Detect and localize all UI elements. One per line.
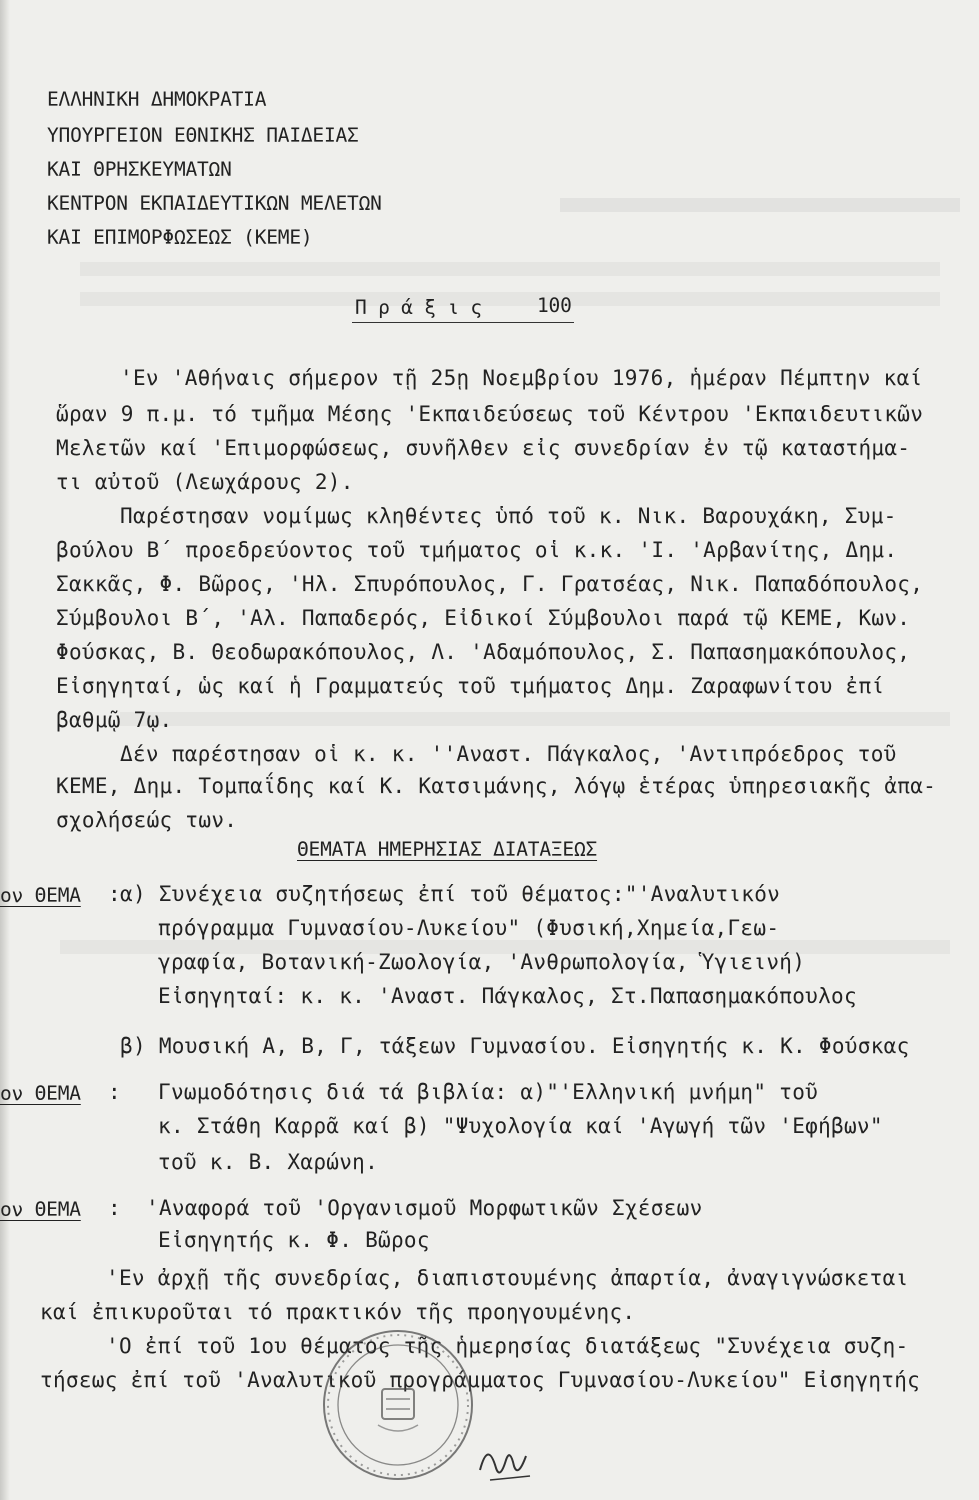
topic-1-line: γραφία, Βοτανική-Ζωολογία, 'Ανθρωπολογία, Ὑγιεινή): [158, 950, 806, 974]
handwritten-signature: [470, 1430, 550, 1490]
paragraph-line: σχολήσεώς των.: [56, 808, 238, 832]
paragraph-line: Δέν παρέστησαν οἱ κ. κ. ''Αναστ. Πάγκαλος, 'Αντιπρόεδρος τοῦ: [120, 742, 897, 766]
topic-2-separator: :: [108, 1080, 121, 1104]
topic-1-line: β) Μουσική Α, Β, Γ, τάξεων Γυμνασίου. Εἰσηγητής κ. Κ. Φούσκας: [120, 1034, 910, 1058]
header-line-4: ΚΕΝΤΡΟΝ ΕΚΠΑΙΔΕΥΤΙΚΩΝ ΜΕΛΕΤΩΝ: [47, 192, 382, 215]
bleed-through-mark: [80, 262, 940, 276]
official-seal-stamp: [318, 1325, 478, 1485]
topic-2-line: τοῦ κ. Β. Χαρώνη.: [158, 1150, 379, 1174]
topic-2-line: Γνωμοδότησις διά τά βιβλία: α)"'Ελληνική μνήμη" τοῦ: [158, 1080, 819, 1104]
topic-3-label: ον ΘΕΜΑ: [0, 1198, 81, 1221]
closing-line: τήσεως ἐπί τοῦ 'Αναλυτικοῦ προγράμματος Γυμνασίου-Λυκείου" Εἰσηγητής: [40, 1368, 921, 1392]
paragraph-line: Εἰσηγηταί, ὡς καί ἡ Γραμματεύς τοῦ τμήματος Δημ. Ζαραφωνίτου ἐπί: [56, 674, 885, 698]
topic-3-separator: :: [108, 1196, 121, 1220]
paragraph-line: Παρέστησαν νομίμως κληθέντες ὑπό τοῦ κ. Νικ. Βαρουχάκη, Συμ-: [120, 504, 897, 528]
bleed-through-mark: [80, 292, 940, 306]
topic-1-line: πρόγραμμα Γυμνασίου-Λυκείου" (Φυσική,Χημεία,Γεω-: [158, 916, 780, 940]
header-line-5: ΚΑΙ ΕΠΙΜΟΡΦΩΣΕΩΣ (ΚΕΜΕ): [47, 226, 313, 249]
topic-2-line: κ. Στάθη Καρρᾶ καί β) "Ψυχολογία καί 'Αγωγή τῶν 'Εφήβων": [158, 1114, 883, 1138]
paragraph-line: 'Εν 'Αθήναις σήμερον τῇ 25ῃ Νοεμβρίου 1976, ἡμέραν Πέμπτην καί: [120, 366, 923, 390]
paragraph-line: Φούσκας, Β. Θεοδωρακόπουλος, Λ. 'Αδαμόπουλος, Σ. Παπασημακόπουλος,: [56, 640, 911, 664]
title-label: Π ρ ά ξ ι ς: [355, 296, 482, 319]
topic-1-separator: :: [108, 882, 121, 906]
title-underline: [352, 322, 574, 323]
paragraph-line: βούλου Β΄ προεδρεύοντος τοῦ τμήματος οἱ κ.κ. 'Ι. 'Αρβανίτης, Δημ.: [56, 538, 898, 562]
closing-line: 'Ο ἐπί τοῦ 1ου θέματος τῆς ἡμερησίας διατάξεως "Συνέχεια συζη-: [106, 1334, 909, 1358]
bleed-through-mark: [120, 712, 950, 726]
header-line-3: ΚΑΙ ΘΡΗΣΚΕΥΜΑΤΩΝ: [47, 158, 232, 181]
topic-3-line: 'Αναφορά τοῦ 'Οργανισμοῦ Μορφωτικῶν Σχέσεων: [146, 1196, 703, 1220]
paragraph-line: ΚΕΜΕ, Δημ. Τομπαΐδης καί Κ. Κατσιμάνης, λόγῳ ἑτέρας ὑπηρεσιακῆς ἀπα-: [56, 774, 937, 798]
paragraph-line: Μελετῶν καί 'Επιμορφώσεως, συνῆλθεν εἰς συνεδρίαν ἐν τῷ καταστήμα-: [56, 436, 911, 460]
title-number: 100: [537, 294, 572, 317]
topic-1-line: α) Συνέχεια συζητήσεως ἐπί τοῦ θέματος:"'Αναλυτικόν: [120, 882, 781, 906]
topic-2-label: ον ΘΕΜΑ: [0, 1082, 81, 1105]
paragraph-line: ὥραν 9 π.μ. τό τμῆμα Μέσης 'Εκπαιδεύσεως τοῦ Κέντρου 'Εκπαιδευτικῶν: [56, 402, 924, 426]
bleed-through-mark: [560, 198, 960, 212]
closing-line: καί ἐπικυροῦται τό πρακτικόν τῆς προηγουμένης.: [40, 1300, 636, 1324]
agenda-title: ΘΕΜΑΤΑ ΗΜΕΡΗΣΙΑΣ ΔΙΑΤΑΞΕΩΣ: [297, 838, 598, 861]
header-line-1: ΕΛΛΗΝΙΚΗ ΔΗΜΟΚΡΑΤΙΑ: [47, 88, 267, 111]
paragraph-line: Σύμβουλοι Β΄, 'Αλ. Παπαδερός, Εἰδικοί Σύμβουλοι παρά τῷ ΚΕΜΕ, Κων.: [56, 606, 911, 630]
closing-line: 'Εν ἀρχῇ τῆς συνεδρίας, διαπιστουμένης ἀπαρτία, ἀναγιγνώσκεται: [106, 1266, 909, 1290]
paragraph-line: βαθμῷ 7ῳ.: [56, 708, 173, 732]
paragraph-line: τι αὐτοῦ (Λεωχάρους 2).: [56, 470, 354, 494]
topic-3-line: Εἰσηγητής κ. Φ. Βῶρος: [158, 1228, 430, 1252]
page-edge-shadow: [0, 0, 10, 1500]
topic-1-line: Εἰσηγηταί: κ. κ. 'Αναστ. Πάγκαλος, Στ.Παπασημακόπουλος: [158, 984, 857, 1008]
header-line-2: ΥΠΟΥΡΓΕΙΟΝ ΕΘΝΙΚΗΣ ΠΑΙΔΕΙΑΣ: [47, 124, 359, 147]
topic-1-label: ον ΘΕΜΑ: [0, 884, 81, 907]
paragraph-line: Σακκᾶς, Φ. Βῶρος, 'Ηλ. Σπυρόπουλος, Γ. Γρατσέας, Νικ. Παπαδόπουλος,: [56, 572, 924, 596]
